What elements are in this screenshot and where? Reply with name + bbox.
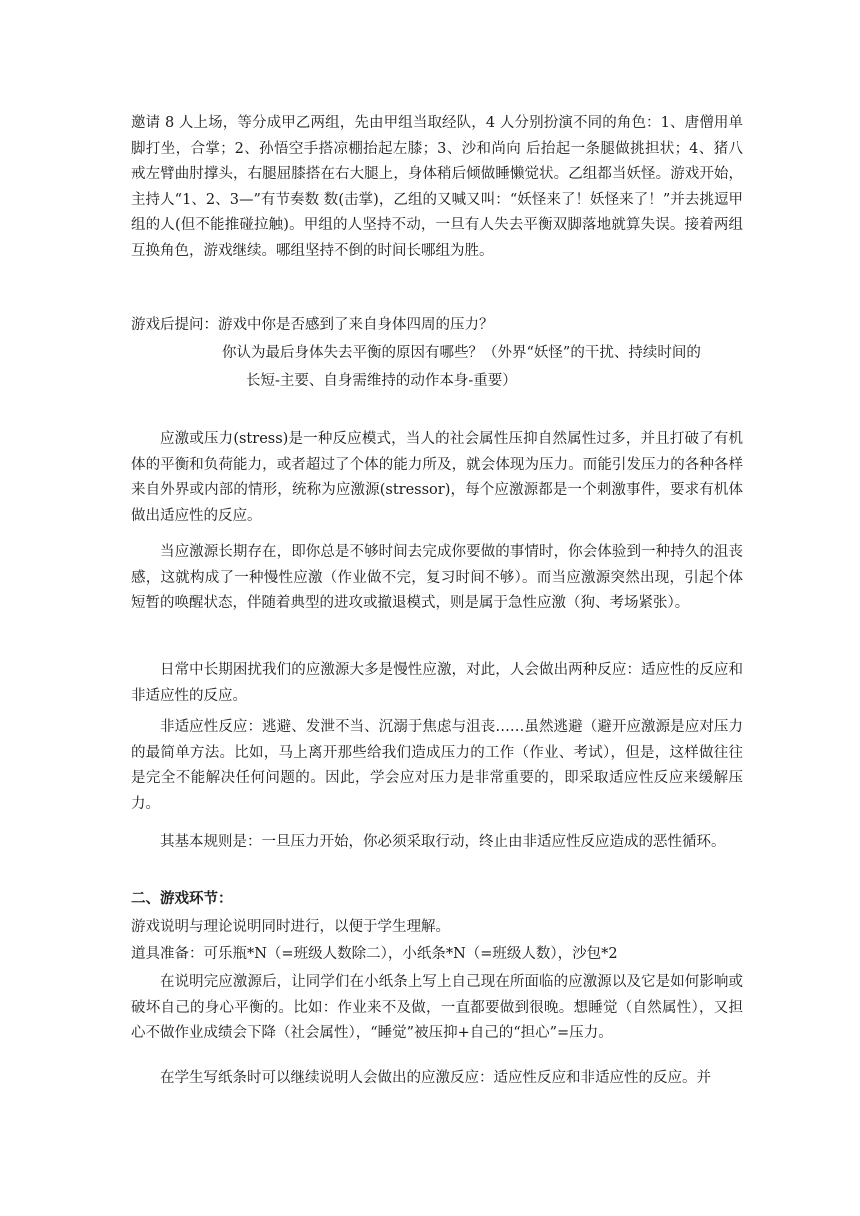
chronic-acute-stress-paragraph: 当应激源长期存在，即你总是不够时间去完成你要做的事情时，你会体验到一种持久的沮丧感，这就构成了一种慢性应激（作业做不完，复习时间不够）。而当应激源突然出现，引起个体短暂的唤醒状态，伴随着典型的进攻或撤退模式，则是属于急性应激（狗、考场紧张）。 (131, 544, 743, 611)
post-game-question-2-continued: 长短-主要、自身需维持的动作本身-重要） (246, 373, 517, 389)
post-game-question-2: 你认为最后身体失去平衡的原因有哪些？（外界“妖怪”的干扰、持续时间的 (222, 345, 701, 361)
section-heading: 二、游戏环节： (131, 891, 233, 907)
continuation-paragraph: 在学生写纸条时可以继续说明人会做出的应激反应：适应性反应和非适应性的反应。并 (160, 1070, 711, 1086)
section-intro: 游戏说明与理论说明同时进行，以便于学生理解。 (131, 919, 450, 935)
post-game-question-1: 游戏后提问：游戏中你是否感到了来自身体四周的压力？ (131, 317, 494, 333)
note-writing-paragraph: 在说明完应激源后，让同学们在小纸条上写上自己现在所面临的应激源以及它是如何影响或破坏自己的身心平衡的。比如：作业来不及做，一直都要做到很晚。想睡觉（自然属性），又担心不做作业成绩会下降（社会属性），“睡觉”被压抑+自己的“担心”=压力。 (131, 974, 743, 1041)
game-rules-paragraph: 邀请 8 人上场，等分成甲乙两组，先由甲组当取经队，4 人分别扮演不同的角色：1、唐僧用单脚打坐，合掌；2、孙悟空手搭凉棚抬起左膝；3、沙和尚向 后抬起一条腿做挑担状；4、猪八戒左臂曲肘撑头，右腿屈膝搭在右大腿上，身体稍后倾做睡懒觉状。乙组都当妖怪。游戏开始，主持人“1、2、3—”有节奏数 数(击掌)，乙组的又喊又叫：“妖怪来了！妖怪来了！”并去挑逗甲组的人(但不能推碰拉触)。甲组的人坚持不动，一旦有人失去平衡双脚落地就算失误。接着两组互换角色，游戏继续。哪组坚持不倒的时间长哪组为胜。 (131, 115, 743, 259)
maladaptive-reaction-paragraph: 非适应性反应：逃避、发泄不当、沉溺于焦虑与沮丧……虽然逃避（避开应激源是应对压力的最简单方法。比如，马上离开那些给我们造成压力的工作（作业、考试），但是，这样做往往是完全不能解决任何问题的。因此，学会应对压力是非常重要的，即采取适应性反应来缓解压力。 (131, 719, 743, 812)
two-reactions-paragraph: 日常中长期困扰我们的应激源大多是慢性应激，对此，人会做出两种反应：适应性的反应和非适应性的反应。 (131, 662, 743, 704)
basic-rule-paragraph: 其基本规则是：一旦压力开始，你必须采取行动，终止由非适应性反应造成的恶性循环。 (160, 834, 726, 850)
props-list: 道具准备：可乐瓶*N（=班级人数除二），小纸条*N（=班级人数），沙包*2 (131, 946, 618, 962)
stress-definition-paragraph: 应激或压力(stress)是一种反应模式，当人的社会属性压抑自然属性过多，并且打破了有机体的平衡和负荷能力，或者超过了个体的能力所及，就会体现为压力。而能引发压力的各种各样来自外界或内部的情形，统称为应激源(stressor)，每个应激源都是一个刺激事件，要求有机体做出适应性的反应。 (131, 431, 743, 524)
